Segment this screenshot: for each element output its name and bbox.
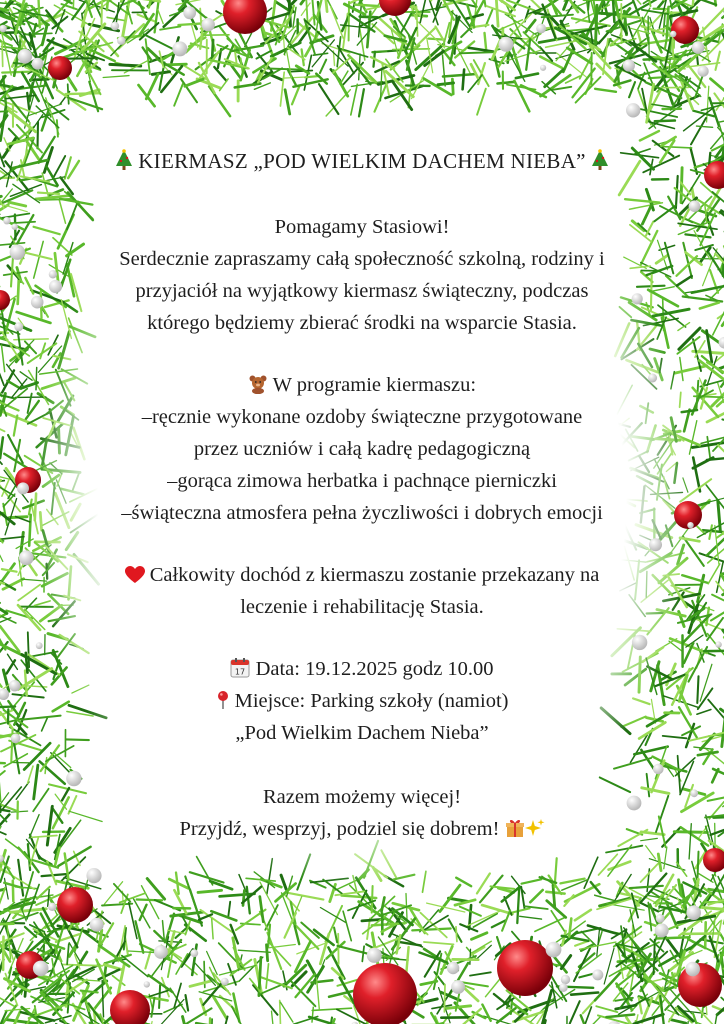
closing-line: Razem możemy więcej! bbox=[262, 786, 462, 808]
intro-line: którego będziemy zbierać środki na wsparcie Stasia. bbox=[147, 312, 577, 334]
donation-line: Całkowity dochód z kiermaszu zostanie przekazany na bbox=[0, 562, 724, 591]
closing-line: Przyjdź, wesprzyj, podziel się dobrem! bbox=[0, 816, 724, 845]
program-item: –świąteczna atmosfera pełna życzliwości i dobrych emocji bbox=[121, 502, 603, 524]
event-place: Miejsce: Parking szkoły (namiot) bbox=[0, 688, 724, 717]
teddy-bear-icon bbox=[248, 374, 268, 401]
christmas-tree-icon bbox=[115, 149, 133, 177]
donation-line: leczenie i rehabilitację Stasia. bbox=[240, 596, 484, 618]
intro-heading: Pomagamy Stasiowi! bbox=[274, 216, 450, 238]
intro-line: Serdecznie zapraszamy całą społeczność szkolną, rodziny i bbox=[119, 248, 605, 270]
title-text: KIERMASZ „POD WIELKIM DACHEM NIEBA” bbox=[138, 149, 586, 173]
program-item: przez uczniów i całą kadrę pedagogiczną bbox=[193, 438, 531, 460]
svg-text:17: 17 bbox=[235, 667, 246, 677]
gift-icon bbox=[505, 818, 525, 845]
christmas-tree-icon bbox=[591, 149, 609, 177]
program-heading: W programie kiermaszu: bbox=[0, 372, 724, 401]
flyer-title bbox=[0, 148, 724, 177]
program-item: –gorąca zimowa herbatka i pachnące pierniczki bbox=[167, 470, 557, 492]
sparkles-icon bbox=[525, 818, 545, 845]
event-name: „Pod Wielkim Dachem Nieba” bbox=[235, 722, 489, 744]
event-date: 17 Data: 19.12.2025 godz 10.00 bbox=[0, 656, 724, 685]
intro-line: przyjaciół na wyjątkowy kiermasz świąteczny, podczas bbox=[135, 280, 589, 302]
calendar-icon bbox=[230, 658, 250, 685]
heart-icon bbox=[125, 565, 145, 591]
pin-icon bbox=[216, 690, 230, 717]
program-item: –ręcznie wykonane ozdoby świąteczne przygotowane bbox=[141, 406, 583, 428]
